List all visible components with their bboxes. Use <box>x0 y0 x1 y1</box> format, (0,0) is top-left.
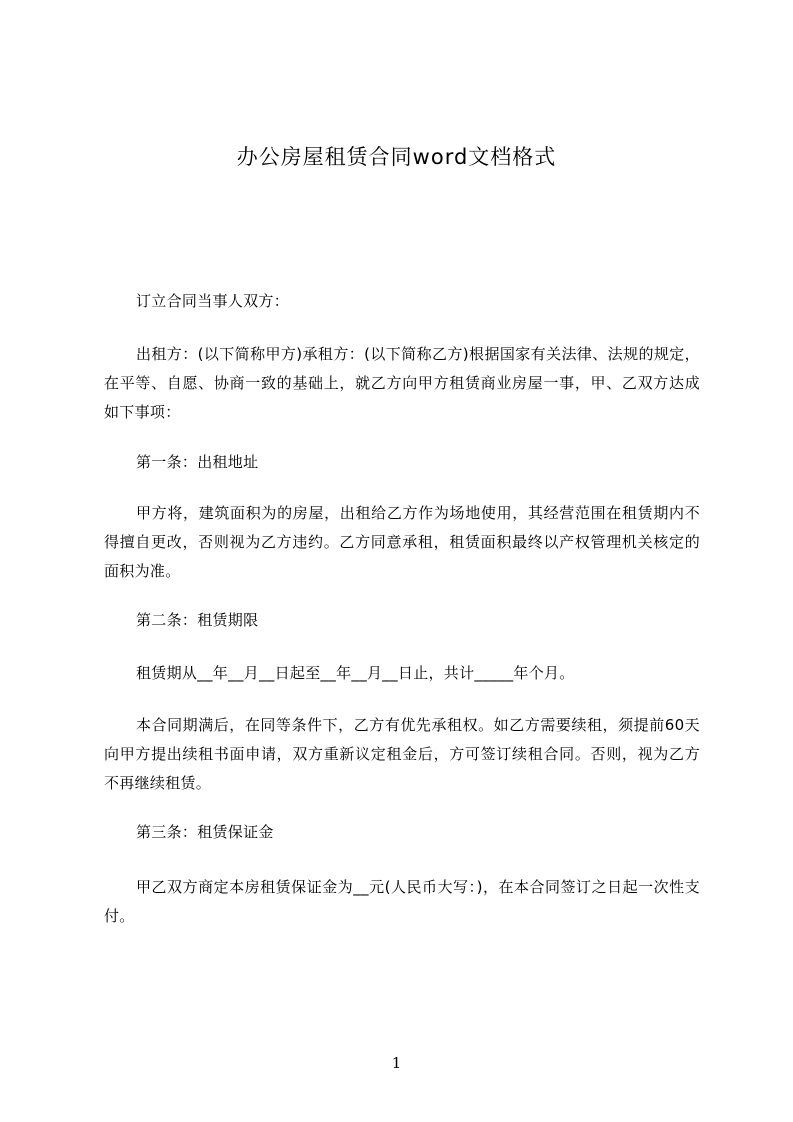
heading-article-3: 第三条：租赁保证金 <box>136 823 274 841</box>
paragraph-lease-term: 租赁期从__年__月__日起至__年__月__日止，共计_____年个月。 <box>136 664 575 682</box>
paragraph-intro: 出租方：(以下简称甲方)承租方：(以下简称乙方)根据国家有关法律、法规的规定，在平等、自愿、协商一致的基础上，就乙方向甲方租赁商业房屋一事，甲、乙双方达成如下事项： <box>104 345 700 421</box>
document-title: 办公房屋租赁合同word文档格式 <box>236 145 557 169</box>
heading-article-2: 第二条：租赁期限 <box>136 611 259 629</box>
page-number: 1 <box>391 1054 402 1072</box>
paragraph-parties: 订立合同当事人双方： <box>136 292 290 310</box>
paragraph-renewal: 本合同期满后，在同等条件下，乙方有优先承租权。如乙方需要续租，须提前60天向甲方提出续租书面申请，双方重新议定租金后，方可签订续租合同。否则，视为乙方不再继续租赁。 <box>104 716 700 792</box>
heading-article-1: 第一条：出租地址 <box>136 453 259 471</box>
paragraph-deposit: 甲乙双方商定本房租赁保证金为__元(人民币大写：)，在本合同签订之日起一次性支付。 <box>104 878 700 925</box>
paragraph-article-1: 甲方将，建筑面积为的房屋，出租给乙方作为场地使用，其经营范围在租赁期内不得擅自更改，否则视为乙方违约。乙方同意承租，租赁面积最终以产权管理机关核定的面积为准。 <box>104 504 700 580</box>
